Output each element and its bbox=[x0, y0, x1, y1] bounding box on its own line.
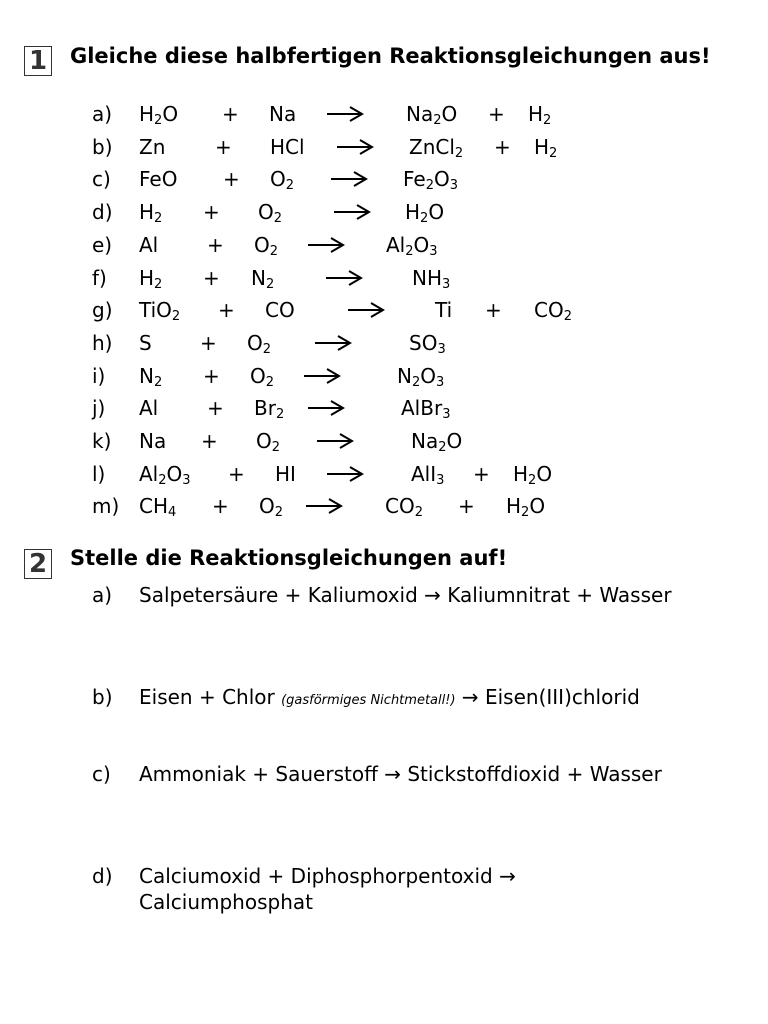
subscript: 2 bbox=[543, 113, 552, 128]
chemical-formula: $O_2$ bbox=[250, 363, 275, 390]
plus-sign: + bbox=[218, 298, 235, 323]
equation-letter: d) bbox=[92, 200, 113, 225]
reaction-arrow-icon bbox=[326, 106, 364, 122]
chemical-formula: $N_2$ bbox=[139, 363, 163, 390]
reaction-arrow-icon bbox=[307, 237, 345, 253]
item-note: (gasförmiges Nichtmetall!) bbox=[281, 693, 456, 708]
plus-sign: + bbox=[203, 200, 220, 225]
equation-row bbox=[0, 426, 768, 456]
chemical-formula: $O_2$ bbox=[247, 330, 272, 357]
chemical-formula: $H_2$ bbox=[528, 102, 552, 128]
plus-sign: + bbox=[228, 461, 245, 486]
plus-sign: + bbox=[200, 330, 217, 355]
plus-sign: + bbox=[201, 429, 218, 453]
plus-sign: + bbox=[494, 134, 511, 159]
subscript: 3 bbox=[437, 341, 446, 357]
item-text-end: → Eisen(III)chlorid bbox=[455, 685, 640, 709]
subscript: 2 bbox=[158, 472, 167, 488]
equation-row bbox=[0, 393, 768, 423]
chemical-formula: $NH_3$ bbox=[412, 265, 451, 292]
subscript: 2 bbox=[271, 440, 281, 455]
chemical-formula: AlI$_3$ bbox=[411, 461, 445, 488]
chemical-formula: $Al_2O_3$ bbox=[139, 461, 191, 488]
item-text: Ammoniak + Sauerstoff → Stickstoffdioxid + Wasser bbox=[139, 762, 662, 786]
subscript: 2 bbox=[425, 178, 434, 194]
subscript: 2 bbox=[521, 505, 530, 521]
chemical-formula: Zn bbox=[139, 134, 166, 159]
subscript: 2 bbox=[153, 374, 163, 390]
plus-sign: + bbox=[458, 494, 475, 519]
task-number-box bbox=[24, 46, 52, 76]
subscript: 2 bbox=[528, 472, 537, 488]
item-text bbox=[139, 684, 759, 714]
reaction-arrow-icon bbox=[325, 270, 363, 286]
equation-letter: g) bbox=[92, 298, 113, 323]
chemical-formula: FeO bbox=[139, 167, 178, 192]
reaction-arrow-icon bbox=[326, 466, 364, 482]
chemical-formula: $SO_3$ bbox=[409, 330, 446, 357]
subscript: 2 bbox=[275, 407, 285, 423]
reaction-arrow-icon bbox=[336, 139, 374, 155]
reaction-arrow-icon bbox=[316, 433, 354, 449]
chemical-formula: $O_2$ bbox=[256, 429, 281, 455]
subscript: 2 bbox=[154, 113, 163, 128]
subscript: 3 bbox=[429, 243, 438, 259]
equation-letter: j) bbox=[92, 396, 106, 421]
equation-row bbox=[0, 164, 768, 194]
equation-letter: i) bbox=[92, 363, 106, 388]
chemical-formula: AlBr$_3$ bbox=[401, 396, 451, 423]
chemical-formula: $O_2$ bbox=[259, 494, 284, 521]
plus-sign: + bbox=[222, 102, 239, 126]
chemical-formula: $H_2$ bbox=[139, 200, 163, 227]
equation-row bbox=[0, 328, 768, 358]
plus-sign: + bbox=[203, 265, 220, 290]
chemical-formula: $O_2$ bbox=[258, 200, 283, 227]
subscript: 2 bbox=[154, 276, 163, 292]
equation-row bbox=[0, 361, 768, 391]
chemical-formula: $N_2O_3$ bbox=[397, 363, 445, 390]
chemical-formula: $Al_2O_3$ bbox=[386, 232, 438, 259]
chemical-formula: $H_2O$ bbox=[139, 102, 179, 128]
reaction-arrow-icon bbox=[330, 171, 368, 187]
chemical-formula: HCl bbox=[270, 134, 305, 159]
subscript: 2 bbox=[420, 211, 429, 227]
equation-row bbox=[0, 459, 768, 489]
chemical-formula: $H_2O$ bbox=[405, 200, 445, 227]
equation-letter: l) bbox=[92, 461, 106, 486]
reaction-arrow-icon bbox=[347, 302, 385, 318]
item-text: Salpetersäure + Kaliumoxid → Kaliumnitrat + Wasser bbox=[139, 583, 672, 607]
chemical-formula: $N_2$ bbox=[251, 265, 275, 292]
subscript: 3 bbox=[436, 374, 445, 390]
equation-letter: h) bbox=[92, 330, 113, 355]
subscript: 3 bbox=[442, 407, 451, 423]
chemical-formula: S bbox=[139, 330, 152, 355]
equation-letter: f) bbox=[92, 265, 107, 290]
subscript: 2 bbox=[454, 145, 464, 161]
subscript: 2 bbox=[274, 505, 284, 521]
item-letter: c) bbox=[92, 762, 111, 786]
subscript: 2 bbox=[154, 211, 163, 227]
equation-letter: m) bbox=[92, 494, 120, 519]
task-number: 2 bbox=[28, 549, 48, 579]
plus-sign: + bbox=[485, 298, 502, 323]
subscript: 2 bbox=[405, 243, 414, 259]
subscript: 2 bbox=[414, 505, 423, 521]
subscript: 4 bbox=[168, 505, 177, 521]
plus-sign: + bbox=[207, 396, 224, 421]
reaction-arrow-icon bbox=[305, 498, 343, 514]
item-text-start: Eisen + Chlor bbox=[139, 685, 282, 709]
chemical-formula: $O_2$ bbox=[254, 232, 279, 259]
chemical-formula: $H_2$ bbox=[139, 265, 163, 292]
equation-row bbox=[0, 263, 768, 293]
reaction-arrow-icon bbox=[307, 400, 345, 416]
subscript: 2 bbox=[438, 440, 447, 455]
reaction-arrow-icon bbox=[303, 368, 341, 384]
subscript: 2 bbox=[563, 309, 572, 325]
subscript: 2 bbox=[285, 178, 295, 194]
item-letter: d) bbox=[92, 864, 113, 888]
chemical-formula: $CH_4$ bbox=[139, 494, 177, 521]
subscript: 2 bbox=[265, 276, 275, 292]
task-title: Gleiche diese halbfertigen Reaktionsgleichungen aus! bbox=[70, 44, 711, 68]
subscript: 2 bbox=[433, 113, 442, 128]
task-title: Stelle die Reaktionsgleichungen auf! bbox=[70, 546, 508, 570]
equation-letter: c) bbox=[92, 167, 111, 192]
plus-sign: + bbox=[215, 134, 232, 159]
chemical-formula: Na bbox=[269, 102, 297, 126]
subscript: 2 bbox=[269, 243, 279, 259]
item-letter: a) bbox=[92, 583, 113, 607]
plus-sign: + bbox=[488, 102, 505, 126]
chemical-formula: $H_2O$ bbox=[506, 494, 546, 521]
task-number-box bbox=[24, 549, 52, 579]
chemical-formula: Na bbox=[139, 429, 167, 453]
chemical-formula: Ti bbox=[435, 298, 453, 323]
equation-row bbox=[0, 132, 768, 162]
chemical-formula: CO bbox=[265, 298, 295, 323]
chemical-formula: Al bbox=[139, 232, 159, 257]
subscript: 2 bbox=[262, 341, 272, 357]
chemical-formula: HI bbox=[275, 461, 296, 486]
chemical-formula: $H_2O$ bbox=[513, 461, 553, 488]
equation-row bbox=[0, 197, 768, 227]
subscript: 2 bbox=[265, 374, 275, 390]
subscript: 2 bbox=[273, 211, 283, 227]
subscript: 3 bbox=[182, 472, 191, 488]
subscript: 3 bbox=[442, 276, 451, 292]
item-letter: b) bbox=[92, 685, 113, 709]
chemical-formula: $Na_2O$ bbox=[411, 429, 463, 455]
reaction-arrow-icon bbox=[333, 204, 371, 220]
equation-row bbox=[0, 295, 768, 325]
chemical-formula: $Na_2O$ bbox=[406, 102, 458, 128]
plus-sign: + bbox=[473, 461, 490, 486]
subscript: 2 bbox=[171, 309, 181, 325]
subscript: 2 bbox=[549, 145, 558, 161]
chemical-formula: $Fe_2O_3$ bbox=[403, 167, 459, 194]
plus-sign: + bbox=[223, 167, 240, 192]
plus-sign: + bbox=[207, 232, 224, 257]
equation-row bbox=[0, 99, 768, 129]
equation-letter: a) bbox=[92, 102, 113, 126]
chemical-formula: Al bbox=[139, 396, 159, 421]
subscript: 3 bbox=[449, 178, 459, 194]
chemical-formula: $CO_2$ bbox=[385, 494, 423, 521]
reaction-arrow-icon bbox=[314, 335, 352, 351]
item-text: Calciumoxid + Diphosphorpentoxid → Calciumphosphat bbox=[139, 864, 516, 914]
task-number: 1 bbox=[28, 46, 48, 76]
equation-row bbox=[0, 491, 768, 521]
equation-letter: k) bbox=[92, 429, 112, 453]
chemical-formula: $Br_2$ bbox=[254, 396, 285, 423]
equation-letter: b) bbox=[92, 134, 113, 159]
chemical-formula: $CO_2$ bbox=[534, 298, 572, 325]
chemical-formula: $H_2$ bbox=[534, 134, 558, 161]
plus-sign: + bbox=[203, 363, 220, 388]
plus-sign: + bbox=[212, 494, 229, 519]
chemical-formula: ZnCl$_2$ bbox=[409, 134, 464, 161]
equation-row bbox=[0, 230, 768, 260]
chemical-formula: TiO$_2$ bbox=[139, 298, 181, 325]
subscript: 3 bbox=[436, 472, 445, 488]
chemical-formula: $O_2$ bbox=[270, 167, 295, 194]
equation-letter: e) bbox=[92, 232, 113, 257]
subscript: 2 bbox=[411, 374, 421, 390]
